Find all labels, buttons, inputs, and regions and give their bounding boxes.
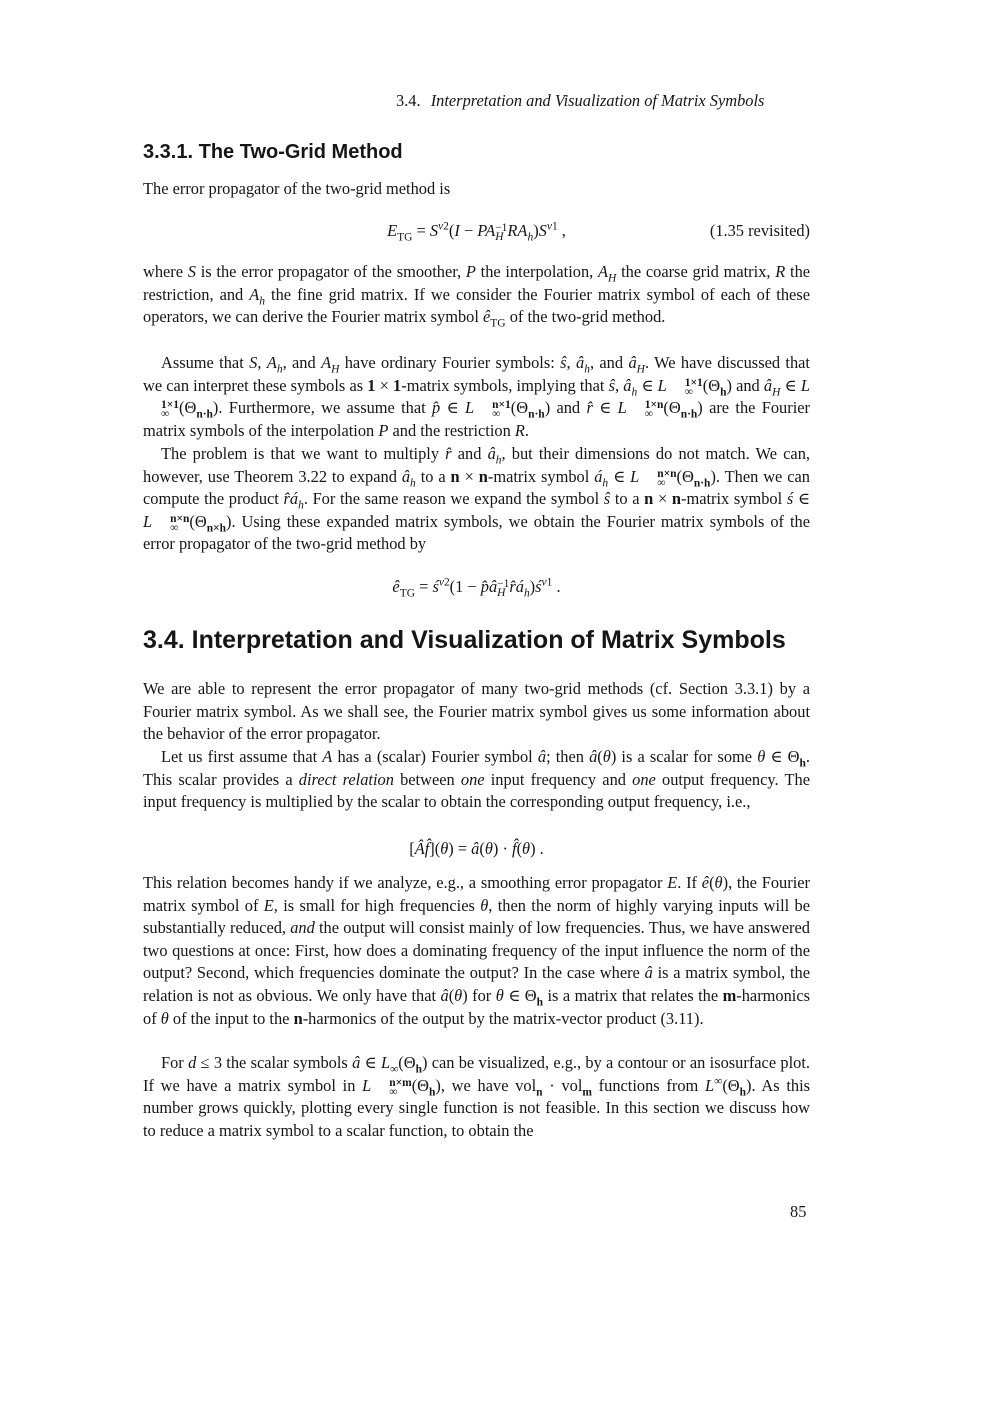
section-heading: 3.4. Interpretation and Visualization of Matrix Symbols <box>143 626 786 654</box>
running-header-title: Interpretation and Visualization of Matrix Symbols <box>430 91 765 110</box>
paragraph-error-propagator: where S is the error propagator of the smoother, P the interpolation, $A_H$ the coarse grid matrix, R the restriction, and $A_h$ the fine grid matrix. If we consider the Fourier matrix symbol of each of these operators, we can derive the Fourier matrix symbol $ê_{TG}$ of the two-grid method. <box>143 262 811 330</box>
paragraph-ordinary-symbols: Assume that S, $A_h$, and $A_H$ have ordinary Fourier symbols: ŝ, $â_h$, and $â_H$. We have discussed that we can interpret these symbols as 1 × 1-matrix symbols, implying that ŝ, $â_h$ ∈ L 1×1 ∞ $(\Theta_h)$ and $â_H$ ∈ L 1×1 ∞ $(\Theta_{n\cdot h})$. Furthermore, we assume that p̂ ∈ L n×1 ∞ $(\Theta_{n\cdot h})$ and r̂ ∈ L 1×n ∞ $(\Theta_{n\cdot h})$ are the Fourier matrix symbols of the interpolation P and the restriction R. <box>143 353 810 440</box>
running-header <box>396 90 764 113</box>
paragraph-dimension-mismatch: The problem is that we want to multiply r̂ and $â_h$, but their dimensions do not match. We can, however, use Theorem 3.22 to expand $â_h$ to a n × n-matrix symbol $á_h$ ∈ L n×n ∞ $(\Theta_{n\cdot h})$. Then we can compute the product $r̂á_h$. For the same reason we expand the symbol ŝ to a n × n-matrix symbol ś ∈ L n×n ∞ $(\Theta_{n\times h})$. Using these expanded matrix symbols, we obtain the Fourier matrix symbols of the error propagator of the two-grid method by <box>143 444 810 554</box>
subsection-heading: 3.3.1. The Two-Grid Method <box>143 141 403 163</box>
running-header-number: 3.4. <box>396 91 421 110</box>
equation-two-grid: $E_{TG} = S^{\nu 2}(I$ − PA −1 H $RA_h)S^{\nu 1}$ , <box>387 220 566 244</box>
equation-scalar-relation: [Âf̂](θ) = â(θ) · f̂(θ) . <box>409 839 544 858</box>
subsection-intro: The error propagator of the two-grid method is <box>143 179 451 198</box>
page-number: 85 <box>790 1202 807 1221</box>
paragraph-scalar-symbol: Let us first assume that A has a (scalar) Fourier symbol â; then â(θ) is a scalar for some θ ∈ $\Theta_h$. This scalar provides a direct relation between one input frequency and one output frequency. The input frequency is multiplied by the scalar to obtain the corresponding output frequency, i.e., <box>143 747 810 812</box>
equation-two-grid-symbol: $ê_{TG}$ = $ś^{\nu 2}(1$ − p̂â −1 H $r̂á_h)ś^{\nu 1}$ . <box>392 576 561 600</box>
paragraph-smoothing: This relation becomes handy if we analyze, e.g., a smoothing error propagator E. If ê(θ), the Fourier matrix symbol of E, is small for high frequencies θ, then the norm of highly varying inputs will be substantially reduced, and the output will consist mainly of low frequencies. Thus, we have answered two questions at once: First, how does a dominating frequency of the input influence the norm of the output? Second, which frequencies dominate the output? In the case where â is a matrix symbol, the relation is not as obvious. We only have that â(θ) for θ ∈ $\Theta_h$ is a matrix that relates the m-harmonics of θ of the input to the n-harmonics of the output by the matrix-vector product (3.11). <box>143 873 811 1028</box>
equation-tag: (1.35 revisited) <box>709 221 810 240</box>
paragraph-representation: We are able to represent the error propagator of many two-grid methods (cf. Section 3.3.1) by a Fourier matrix symbol. As we shall see, the Fourier matrix symbol gives us some information about the behavior of the error propagator. <box>143 679 810 744</box>
paragraph-visualization: For d ≤ 3 the scalar symbols â ∈ $L_\infty(\Theta_h)$ can be visualized, e.g., by a contour or an isosurface plot. If we have a matrix symbol in L n×m ∞ $(\Theta_h)$, we have vol$_n$ · vol$_m$ functions from $L^\infty(\Theta_h)$. As this number grows quickly, plotting every single function is not feasible. In this section we discuss how to reduce a matrix symbol to a scalar function, to obtain the <box>143 1053 810 1140</box>
